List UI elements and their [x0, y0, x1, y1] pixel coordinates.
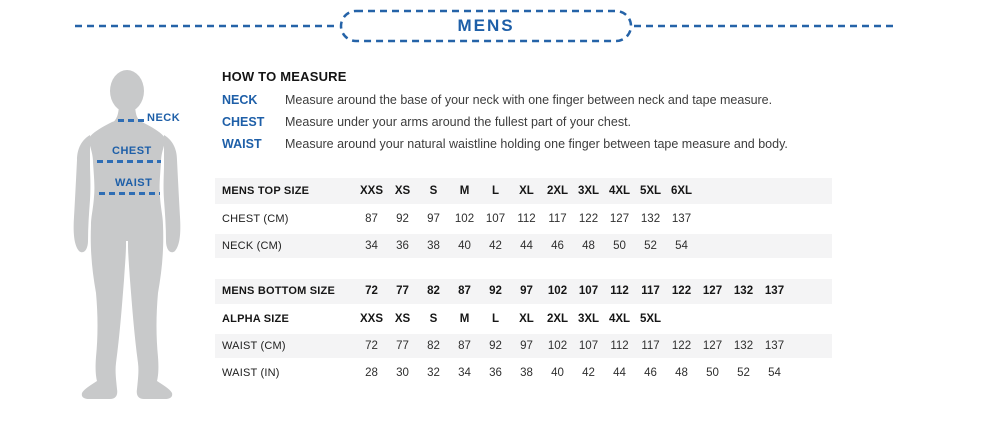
table-row	[215, 360, 832, 387]
filler-cell	[790, 232, 832, 259]
table-row	[215, 205, 832, 232]
size-cell: XS	[394, 313, 411, 325]
table-row	[215, 178, 832, 205]
size-cell: 50	[706, 367, 719, 379]
neck-measure-line	[118, 119, 144, 122]
size-cell: 48	[675, 367, 688, 379]
size-cell: 117	[641, 285, 660, 298]
size-cell: 34	[458, 367, 471, 379]
measure-term: NECK	[222, 93, 258, 107]
size-cell: 122	[671, 285, 692, 298]
size-cell: 132	[733, 285, 754, 298]
size-cell	[728, 306, 759, 333]
chest-measure-line	[97, 160, 161, 163]
size-cell: 97	[427, 212, 440, 225]
size-cell: 4XL	[608, 313, 631, 325]
size-cell: 122	[578, 212, 599, 225]
size-cell: 40	[551, 367, 564, 379]
size-cell: 117	[548, 212, 567, 225]
size-cell: 92	[489, 340, 502, 352]
size-cell: M	[459, 184, 470, 197]
size-cell: 44	[520, 239, 533, 252]
measure-row	[222, 137, 942, 159]
size-cell: 82	[427, 285, 440, 298]
size-cell: 87	[365, 212, 378, 225]
size-cell	[666, 306, 697, 333]
size-cell: 92	[489, 285, 502, 298]
size-cell: L	[491, 184, 500, 197]
filler-cell	[790, 279, 832, 306]
size-cell: 6XL	[670, 184, 693, 197]
size-cell: 2XL	[546, 184, 569, 197]
size-cell: 5XL	[639, 313, 662, 325]
size-cell: 122	[671, 340, 692, 352]
how-to-measure-title: HOW TO MEASURE	[222, 69, 347, 84]
size-cell: 87	[458, 285, 471, 298]
size-cell: S	[429, 313, 438, 325]
size-cell: S	[429, 184, 438, 197]
size-cell: 117	[641, 340, 660, 352]
size-cell: 72	[365, 340, 378, 352]
filler-cell	[790, 205, 832, 232]
row-label: MENS BOTTOM SIZE	[222, 285, 336, 298]
size-cell: 38	[427, 239, 440, 252]
size-cell: 102	[547, 340, 568, 352]
size-cell: 32	[427, 367, 440, 379]
size-cell: 132	[733, 340, 754, 352]
size-cell: 137	[764, 340, 785, 352]
size-cell: 97	[520, 340, 533, 352]
measure-description: Measure under your arms around the fullest part of your chest.	[285, 115, 632, 129]
row-label: ALPHA SIZE	[222, 313, 289, 325]
mens-top-size-table	[215, 178, 832, 261]
page-title: MENS	[457, 16, 515, 35]
how-to-measure-section	[222, 69, 942, 159]
size-cell: 72	[365, 285, 378, 298]
measure-term: WAIST	[222, 137, 262, 151]
waist-figure-label: WAIST	[115, 177, 153, 189]
size-cell: 127	[609, 212, 630, 225]
size-cell	[728, 205, 759, 232]
filler-cell	[790, 178, 832, 205]
size-cell: 46	[551, 239, 564, 252]
size-cell: M	[459, 313, 470, 325]
size-cell	[728, 178, 759, 205]
size-cell: 102	[547, 285, 568, 298]
male-silhouette-icon	[60, 65, 205, 400]
size-cell: 92	[396, 212, 409, 225]
size-cell: 127	[702, 340, 723, 352]
row-label: MENS TOP SIZE	[222, 184, 310, 197]
size-cell: 38	[520, 367, 533, 379]
filler-cell	[790, 306, 832, 333]
size-cell	[759, 178, 790, 205]
size-cell	[697, 306, 728, 333]
size-cell: 36	[396, 239, 409, 252]
size-cell: XXS	[359, 313, 383, 325]
size-cell	[728, 232, 759, 259]
size-cell: 42	[489, 239, 502, 252]
size-cell: 127	[702, 285, 723, 298]
mens-bottom-size-table	[215, 279, 832, 389]
size-cell: 137	[671, 212, 692, 225]
waist-measure-line	[99, 192, 160, 195]
size-cell: 54	[768, 367, 781, 379]
size-cell	[697, 205, 728, 232]
measure-row	[222, 93, 942, 115]
row-label: NECK (CM)	[222, 239, 282, 252]
how-to-measure-rows	[222, 93, 942, 159]
size-cell: XS	[394, 184, 411, 197]
size-cell: 52	[737, 367, 750, 379]
row-label: CHEST (CM)	[222, 212, 289, 225]
size-cell: 107	[485, 212, 506, 225]
row-label: WAIST (CM)	[222, 340, 286, 352]
size-cell: 48	[582, 239, 595, 252]
size-cell: 87	[458, 340, 471, 352]
size-cell: 28	[365, 367, 378, 379]
size-cell: 77	[396, 285, 409, 298]
size-cell: 42	[582, 367, 595, 379]
size-cell: XL	[519, 313, 534, 325]
measure-description: Measure around the base of your neck with one finger between neck and tape measure.	[285, 93, 773, 107]
size-cell	[697, 178, 728, 205]
size-cell: XL	[519, 184, 534, 197]
size-cell: 54	[675, 239, 688, 252]
table-row	[215, 279, 832, 306]
size-cell: 40	[458, 239, 471, 252]
size-cell: 112	[610, 285, 629, 298]
size-cell: 82	[427, 340, 440, 352]
measure-row	[222, 115, 942, 137]
size-cell: 30	[396, 367, 409, 379]
size-cell: 46	[644, 367, 657, 379]
size-cell: 36	[489, 367, 502, 379]
size-cell: 97	[520, 285, 533, 298]
measure-term: CHEST	[222, 115, 265, 129]
size-cell: 5XL	[639, 184, 662, 197]
size-cell: 132	[640, 212, 661, 225]
row-label: WAIST (IN)	[222, 367, 280, 379]
size-cell: 52	[644, 239, 657, 252]
measure-description: Measure around your natural waistline holding one finger between tape measure and body.	[285, 137, 788, 151]
size-cell: XXS	[359, 184, 383, 197]
size-cell: 112	[517, 212, 536, 225]
chest-figure-label: CHEST	[112, 145, 152, 157]
size-cell: 102	[454, 212, 475, 225]
size-cell: 2XL	[546, 313, 569, 325]
filler-cell	[790, 333, 832, 360]
size-cell: 50	[613, 239, 626, 252]
size-cell: 107	[578, 285, 599, 298]
size-cell	[759, 306, 790, 333]
size-cell: 3XL	[577, 313, 600, 325]
size-tables-section	[215, 178, 832, 388]
size-cell: 112	[610, 340, 629, 352]
size-cell: 107	[578, 340, 599, 352]
table-row	[215, 333, 832, 360]
size-cell: 4XL	[608, 184, 631, 197]
size-cell: 77	[396, 340, 409, 352]
neck-figure-label: NECK	[147, 112, 181, 124]
size-cell: 3XL	[577, 184, 600, 197]
size-cell: 34	[365, 239, 378, 252]
filler-cell	[790, 360, 832, 387]
table-row	[215, 232, 832, 259]
table-row	[215, 306, 832, 333]
size-cell	[759, 232, 790, 259]
size-cell	[697, 232, 728, 259]
size-cell	[759, 205, 790, 232]
size-cell: L	[491, 313, 500, 325]
size-cell: 137	[764, 285, 785, 298]
size-cell: 44	[613, 367, 626, 379]
